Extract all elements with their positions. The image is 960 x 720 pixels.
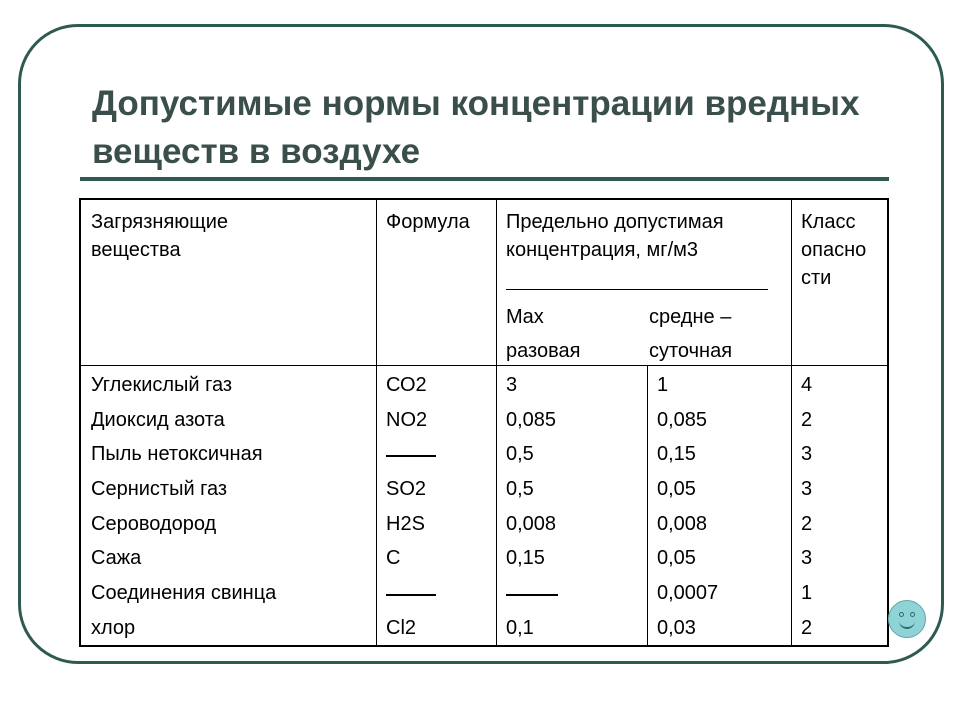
table-cell-max bbox=[506, 576, 558, 611]
table-cell-daily: 0,05 bbox=[657, 547, 696, 570]
header-limit bbox=[506, 208, 724, 264]
table-cell-max: 0,085 bbox=[506, 408, 557, 431]
header-line: суточная bbox=[649, 340, 733, 362]
table-cell-class: 2 bbox=[801, 616, 813, 639]
table-cell-class: 3 bbox=[801, 478, 813, 501]
slide-title: Допустимые нормы концентрации вредных веществ в воздухе bbox=[92, 84, 860, 171]
table-cell-substance: Пыль нетоксичная bbox=[91, 443, 263, 466]
table-cell-formula bbox=[386, 576, 436, 611]
smiley-eye bbox=[910, 612, 915, 617]
table-cell-substance: Углекислый газ bbox=[91, 374, 233, 396]
header-substance bbox=[91, 208, 228, 264]
column-divider bbox=[791, 200, 792, 645]
limit-header-rule bbox=[506, 289, 768, 290]
table-cell-max: 0,15 bbox=[506, 547, 545, 570]
table-cell-class: 2 bbox=[801, 512, 813, 535]
table-cell-max: 0,1 bbox=[506, 616, 534, 639]
header-line: Max bbox=[506, 306, 544, 328]
blank-dash bbox=[386, 437, 436, 457]
column-hazard-class bbox=[801, 368, 812, 646]
table-cell-class: 3 bbox=[801, 443, 813, 466]
smiley-icon bbox=[888, 600, 926, 638]
table-cell-daily: 0,0007 bbox=[657, 582, 719, 605]
table-cell-daily: 0,15 bbox=[657, 443, 696, 466]
table-cell-daily: 0,008 bbox=[657, 512, 708, 535]
header-line: Класс bbox=[801, 211, 856, 233]
header-hazard-class bbox=[801, 208, 866, 292]
table-cell-daily: 0,085 bbox=[657, 408, 708, 431]
table-cell-formula: NO2 bbox=[386, 408, 428, 431]
column-formula bbox=[386, 368, 436, 646]
table-cell-daily: 0,03 bbox=[657, 616, 696, 639]
header-formula: Формула bbox=[386, 211, 470, 233]
smiley-eye bbox=[899, 612, 904, 617]
table-cell-class: 4 bbox=[801, 374, 813, 396]
table-cell-daily: 1 bbox=[657, 374, 669, 396]
header-line: сти bbox=[801, 267, 832, 289]
title-underline bbox=[80, 177, 889, 181]
table-cell-formula: H2S bbox=[386, 512, 425, 535]
header-line: Загрязняющие bbox=[91, 211, 229, 233]
column-max bbox=[506, 368, 558, 646]
table-cell-substance: Сажа bbox=[91, 547, 142, 570]
table-cell-formula bbox=[386, 437, 436, 472]
column-substance bbox=[91, 368, 276, 646]
header-line: средне – bbox=[649, 306, 732, 328]
header-line: разовая bbox=[506, 340, 581, 362]
table-cell-formula: SO2 bbox=[386, 478, 427, 501]
table-cell-substance: Сероводород bbox=[91, 512, 217, 535]
column-divider bbox=[496, 200, 497, 645]
table-cell-class: 2 bbox=[801, 408, 813, 431]
table-cell-substance: Диоксид азота bbox=[91, 408, 225, 431]
table-cell-formula: СО2 bbox=[386, 374, 427, 396]
column-divider-daily bbox=[647, 366, 648, 645]
table-cell-max: 0,5 bbox=[506, 478, 534, 501]
column-daily bbox=[657, 368, 718, 646]
header-line: вещества bbox=[91, 239, 181, 261]
header-line: концентрация, мг/м3 bbox=[506, 239, 698, 261]
table-cell-substance: Соединения свинца bbox=[91, 582, 277, 605]
table-cell-max: 0,008 bbox=[506, 512, 557, 535]
table-cell-class: 1 bbox=[801, 582, 813, 605]
blank-dash bbox=[386, 576, 436, 596]
header-divider bbox=[81, 365, 887, 366]
header-daily bbox=[649, 300, 732, 368]
concentration-table bbox=[79, 198, 889, 647]
table-cell-max: 3 bbox=[506, 374, 518, 396]
table-cell-class: 3 bbox=[801, 547, 813, 570]
header-line: опасно bbox=[801, 239, 867, 261]
smiley-mouth bbox=[899, 618, 915, 629]
table-cell-max: 0,5 bbox=[506, 443, 534, 466]
table-cell-formula: Cl2 bbox=[386, 616, 417, 639]
column-divider bbox=[376, 200, 377, 645]
header-max bbox=[506, 300, 580, 368]
header-line: Предельно допустимая bbox=[506, 211, 724, 233]
table-cell-daily: 0,05 bbox=[657, 478, 696, 501]
blank-dash bbox=[506, 576, 558, 596]
table-cell-formula: C bbox=[386, 547, 401, 570]
table-cell-substance: Сернистый газ bbox=[91, 478, 228, 501]
table-cell-substance: хлор bbox=[91, 616, 136, 639]
